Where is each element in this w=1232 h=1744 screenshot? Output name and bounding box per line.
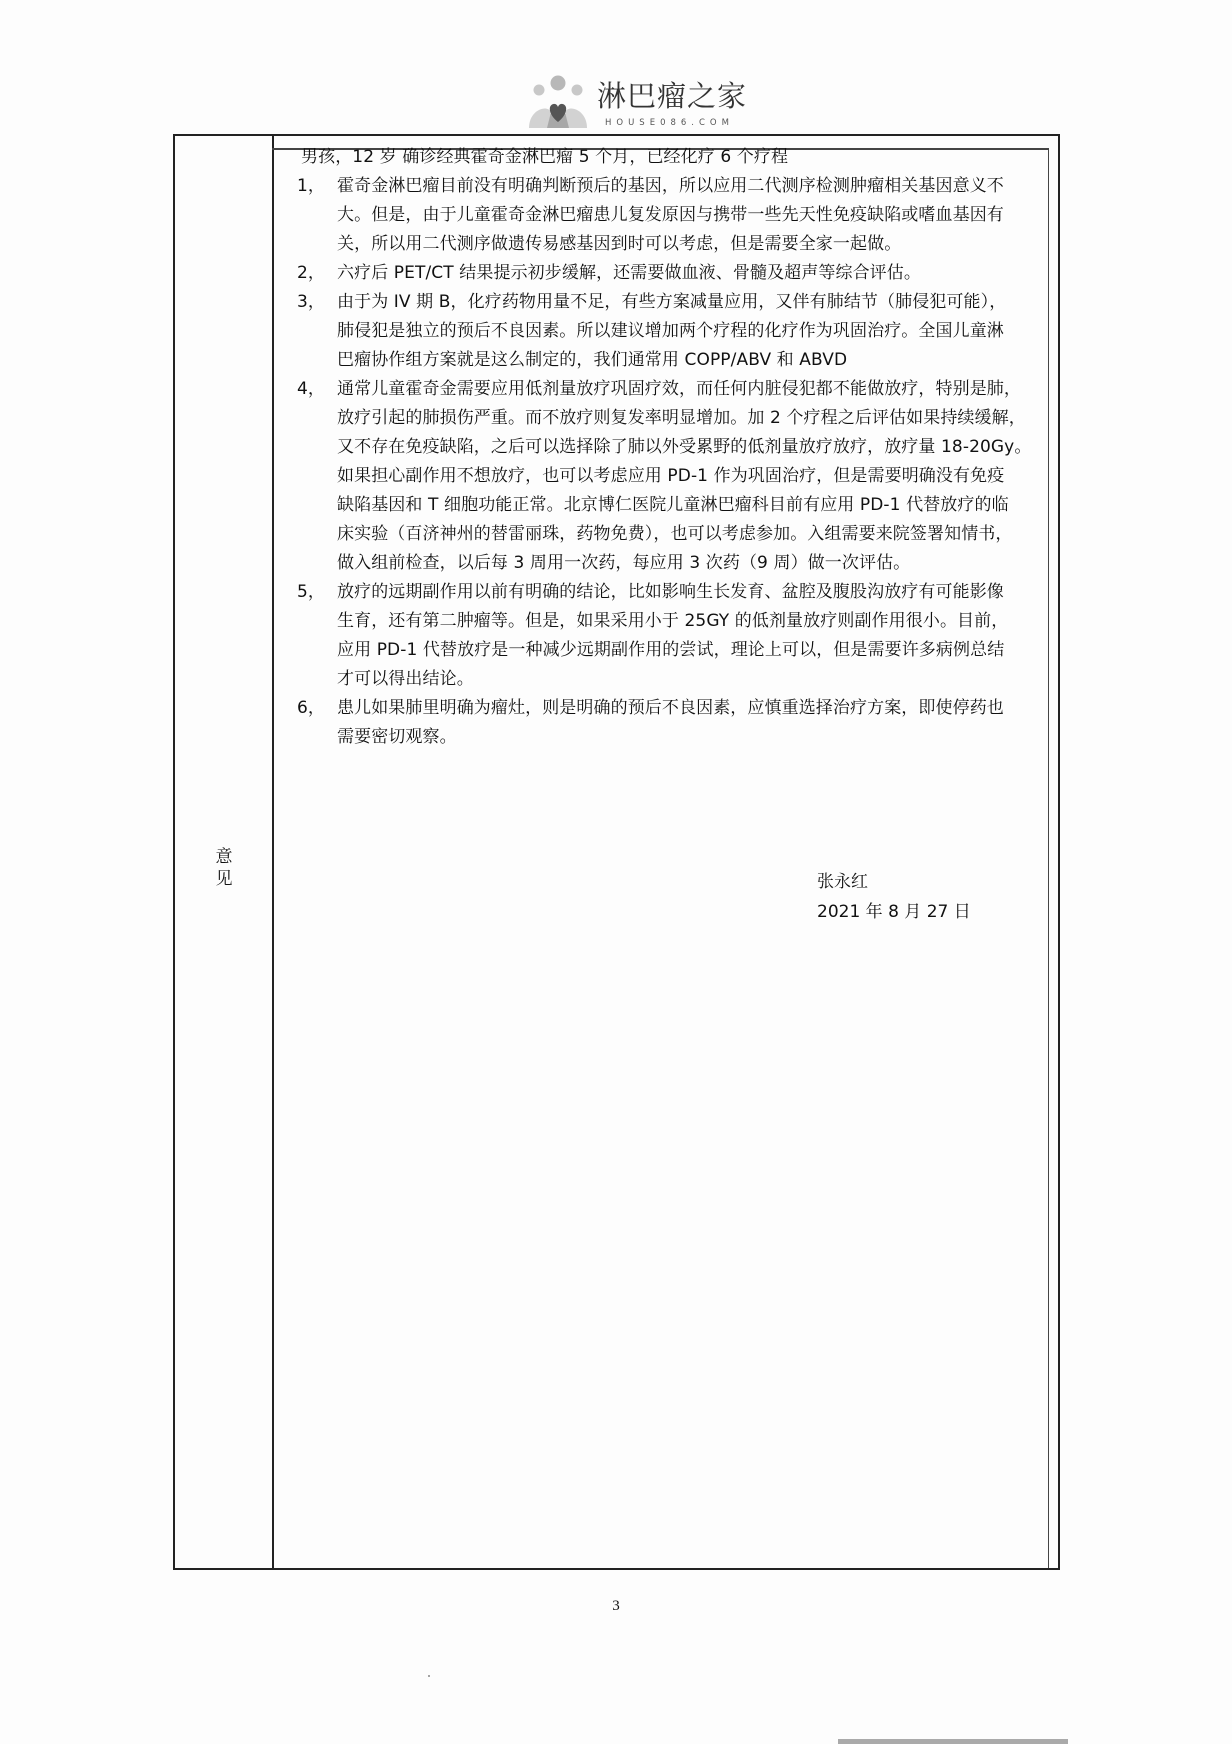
opinion-item-line: 霍奇金淋巴瘤目前没有明确判断预后的基因，所以应用二代测序检测肿瘤相关基因意义不: [337, 176, 1004, 196]
opinion-item-line: 如果担心副作用不想放疗，也可以考虑应用 PD-1 作为巩固治疗，但是需要明确没有免疫: [337, 466, 1005, 486]
opinion-item-line: 应用 PD-1 代替放疗是一种减少远期副作用的尝试，理论上可以，但是需要许多病例总结: [337, 640, 1005, 660]
opinion-item-line: 放疗引起的肺损伤严重。而不放疗则复发率明显增加。加 2 个疗程之后评估如果持续缓解，: [337, 408, 1026, 428]
opinion-item-line: 放疗的远期副作用以前有明确的结论，比如影响生长发育、盆腔及腹股沟放疗有可能影像: [337, 582, 1004, 602]
scan-speck: [428, 1675, 430, 1677]
logo-title: 淋巴瘤之家: [597, 79, 748, 113]
opinion-item-number: 4，: [297, 379, 326, 399]
opinion-item-line: 床实验（百济神州的替雷丽珠，药物免费），也可以考虑参加。入组需要来院签署知情书，: [337, 524, 1013, 544]
opinion-item-line: 巴瘤协作组方案就是这么制定的，我们通常用 COPP/ABV 和 ABVD: [337, 350, 848, 370]
opinion-item-line: 关，所以用二代测序做遗传易感基因到时可以考虑，但是需要全家一起做。: [337, 234, 902, 254]
opinion-item-line: 通常儿童霍奇金需要应用低剂量放疗巩固疗效，而任何内脏侵犯都不能做放疗，特别是肺，: [337, 379, 1021, 399]
opinion-item-line: 肺侵犯是独立的预后不良因素。所以建议增加两个疗程的化疗作为巩固治疗。全国儿童淋: [337, 321, 1004, 341]
opinion-item-line: 需要密切观察。: [337, 727, 457, 747]
opinion-item-line: 由于为 IV 期 B，化疗药物用量不足，有些方案减量应用，又伴有肺结节（肺侵犯可能），: [337, 292, 1007, 312]
opinion-list: [297, 172, 1067, 752]
opinion-item-line: 又不存在免疫缺陷，之后可以选择除了肺以外受累野的低剂量放疗放疗，放疗量 18-20Gy。: [337, 437, 1032, 457]
opinion-item-line: 才可以得出结论。: [337, 669, 474, 689]
opinion-content: [297, 143, 1067, 752]
signature-name: 张永红: [817, 872, 868, 892]
scan-edge-mark: [838, 1739, 1068, 1744]
page-number: 3: [612, 1598, 620, 1614]
opinion-label-char-1: 意: [215, 847, 233, 867]
opinion-label-char-2: 见: [215, 869, 233, 889]
opinion-item-number: 3，: [297, 292, 326, 312]
logo-subtitle: HOUSE086.COM: [605, 118, 734, 128]
opinion-item: [297, 172, 1067, 259]
opinion-item-line: 大。但是，由于儿童霍奇金淋巴瘤患儿复发原因与携带一些先天性免疫缺陷或嗜血基因有: [337, 205, 1004, 225]
opinion-item: [297, 288, 1067, 375]
opinion-label: [211, 846, 237, 890]
signature-date: 2021 年 8 月 27 日: [817, 902, 971, 922]
signature-block: [817, 867, 971, 927]
opinion-item: [297, 694, 1067, 752]
opinion-item-line: 做入组前检查，以后每 3 周用一次药，每应用 3 次药（9 周）做一次评估。: [337, 553, 911, 573]
opinion-item-line: 缺陷基因和 T 细胞功能正常。北京博仁医院儿童淋巴瘤科目前有应用 PD-1 代替放疗的临: [337, 495, 1009, 515]
opinion-item-number: 2，: [297, 263, 326, 283]
site-logo: [527, 70, 757, 138]
opinion-item-line: 六疗后 PET/CT 结果提示初步缓解，还需要做血液、骨髓及超声等综合评估。: [337, 263, 921, 283]
opinion-item: [297, 578, 1067, 694]
opinion-item-number: 1，: [297, 176, 326, 196]
opinion-item-number: 6，: [297, 698, 326, 718]
family-heart-icon: [527, 72, 589, 130]
opinion-item: [297, 375, 1067, 578]
opinion-item-line: 患儿如果肺里明确为瘤灶，则是明确的预后不良因素，应慎重选择治疗方案，即使停药也: [337, 698, 1004, 718]
opinion-item: [297, 259, 1067, 288]
case-summary: 男孩，12 岁 确诊经典霍奇金淋巴瘤 5 个月，已经化疗 6 个疗程: [301, 147, 789, 167]
opinion-item-line: 生育，还有第二肿瘤等。但是，如果采用小于 25GY 的低剂量放疗则副作用很小。目前，: [337, 611, 1009, 631]
opinion-item-number: 5，: [297, 582, 326, 602]
column-divider: [272, 136, 274, 1568]
